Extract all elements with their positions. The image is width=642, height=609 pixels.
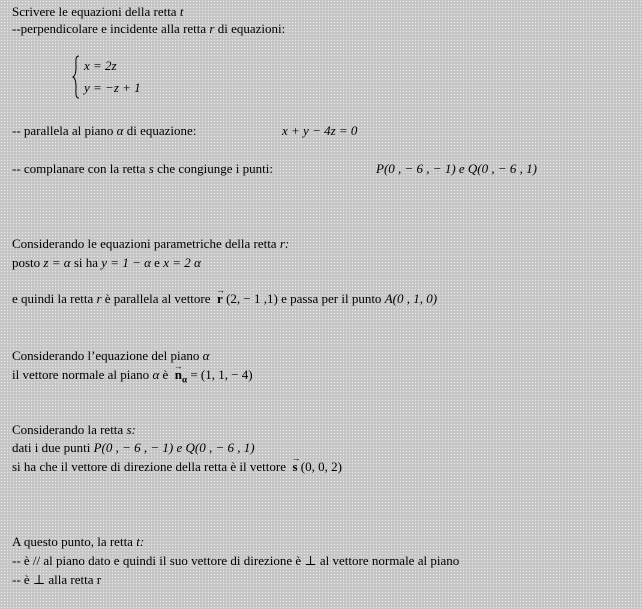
vector-s: → s — [292, 459, 297, 474]
section-t-cond2: -- è ⊥ alla retta r — [12, 572, 102, 587]
section-r-intro: Considerando le equazioni parametriche della retta r: — [12, 236, 290, 251]
section-s-direction: si ha che il vettore di direzione della retta è il vettore → s (0, 0, 2) — [12, 459, 342, 474]
section-s-points: dati i due punti P(0 , − 6 , − 1) e Q(0 , − 6 , 1) — [12, 440, 255, 455]
condition-coplanar: -- complanare con la retta s che congiunge i punti: — [12, 161, 273, 176]
section-r-conclusion: e quindi la retta r è parallela al vettore → r (2, − 1 ,1) e passa per il punto A(0 , 1, 0) — [12, 291, 437, 306]
system-eq1: x = 2z — [84, 58, 117, 73]
condition-perpendicular: --perpendicolare e incidente alla retta r di equazioni: — [12, 21, 286, 36]
plane-equation: x + y − 4z = 0 — [282, 123, 358, 138]
section-alpha-normal: il vettore normale al piano α è → $n_\alpha = (1$, 1, − 4) — [12, 367, 253, 388]
section-t-intro: A questo punto, la retta t: — [12, 534, 145, 549]
system-eq2: y = −z + 1 — [84, 80, 141, 95]
points-pq: P(0 , − 6 , − 1) e Q(0 , − 6 , 1) — [376, 161, 537, 176]
section-alpha-intro: Considerando l’equazione del piano α — [12, 348, 210, 363]
section-t-cond1: -- è // al piano dato e quindi il suo vettore di direzione è ⊥ al vettore normale al piano — [12, 553, 460, 568]
section-s-intro: Considerando la retta s: — [12, 422, 136, 437]
vector-n: → n — [175, 367, 182, 382]
brace-icon — [72, 55, 80, 99]
condition-parallel: -- parallela al piano α di equazione: — [12, 123, 197, 138]
problem-title: Scrivere le equazioni della retta t — [12, 4, 184, 19]
vector-r: → r — [217, 291, 223, 306]
section-r-param: posto z = α si ha y = 1 − α e x = 2 α — [12, 255, 201, 270]
